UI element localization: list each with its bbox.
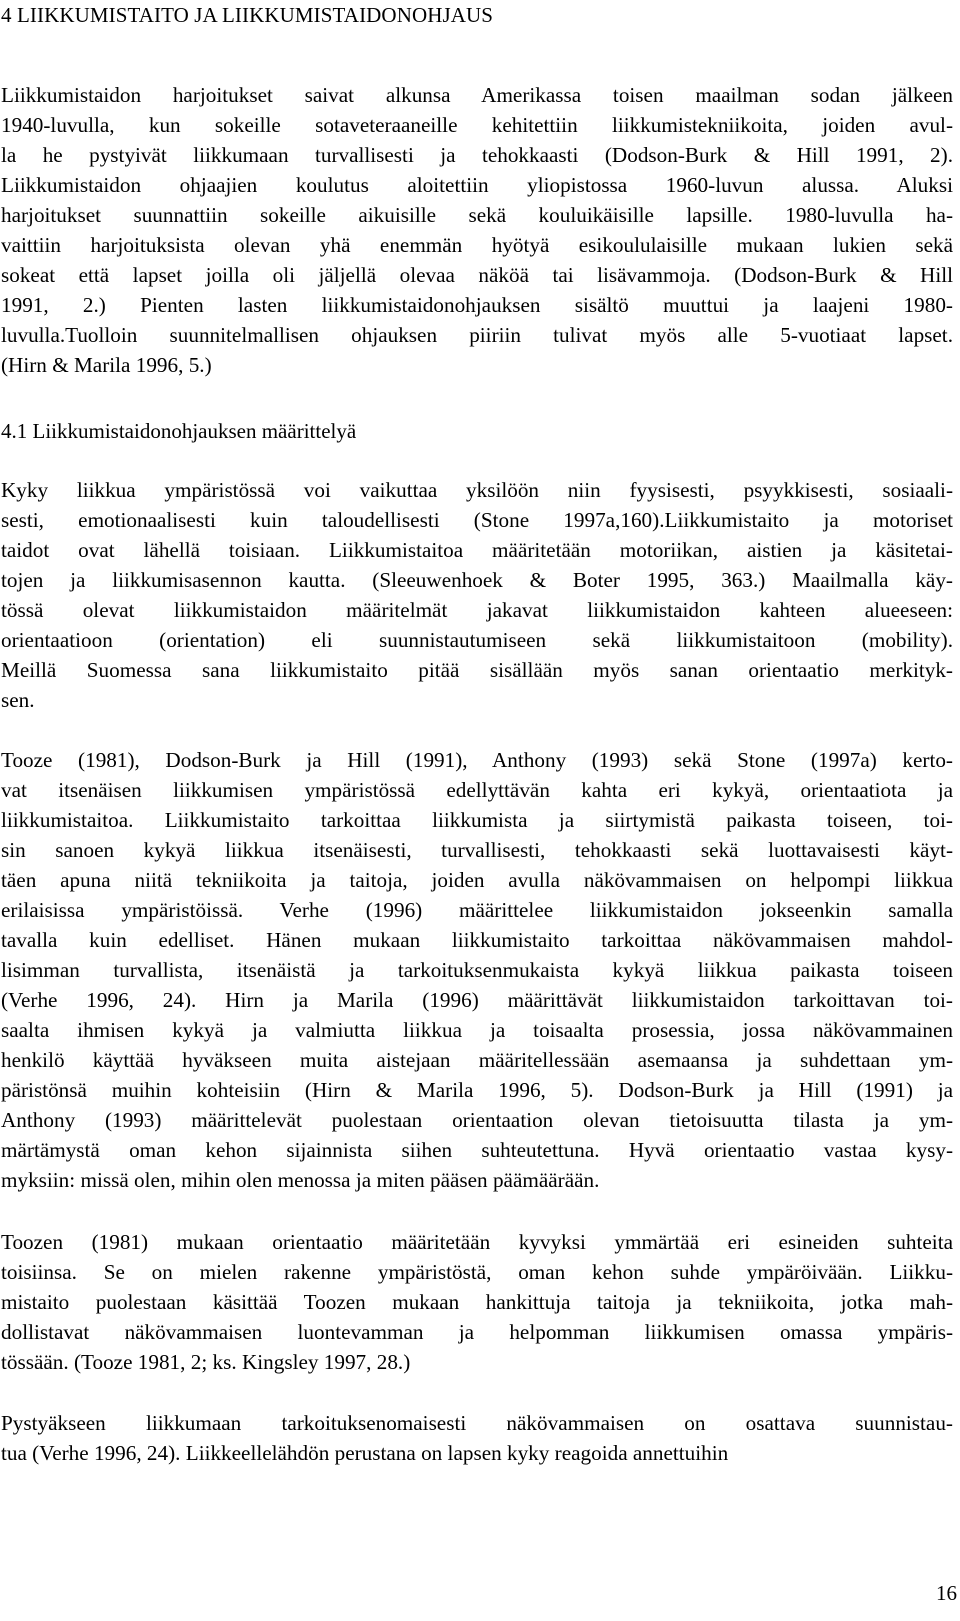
- text-line: märtämystä oman kehon sijainnista siihen suhteutettuna. Hyvä orientaatio vastaa kysy-: [1, 1138, 953, 1162]
- text-line: tojen ja liikkumisasennon kautta. (Sleeuwenhoek & Boter 1995, 363.) Maailmalla käy-: [1, 568, 953, 592]
- text-line: (Verhe 1996, 24). Hirn ja Marila (1996) määrittävät liikkumistaidon tarkoittavan toi-: [1, 988, 953, 1012]
- paragraph-definition: [1, 475, 953, 715]
- text-line: luvulla.Tuolloin suunnitelmallisen ohjauksen piiriin tulivat myös alle 5-vuotiaat lapset.: [1, 323, 953, 347]
- text-line: liikkumistaitoa. Liikkumistaito tarkoittaa liikkumista ja siirtymistä paikasta toiseen, toi-: [1, 808, 953, 832]
- text-line: sokeat että lapset joilla oli jäljellä olevaa näköä tai lisävammoja. (Dodson-Burk & Hill: [1, 263, 953, 287]
- text-line: henkilö käyttää hyväkseen muita aistejaan määritellessään asemaansa ja suhdettaan ym-: [1, 1048, 953, 1072]
- text-line: sen.: [1, 688, 35, 712]
- text-line: tua (Verhe 1996, 24). Liikkeellelähdön perustana on lapsen kyky reagoida annettuihin: [1, 1441, 729, 1465]
- text-line: Pystyäkseen liikkumaan tarkoituksenomaisesti näkövammaisen on osattava suunnistau-: [1, 1411, 953, 1435]
- text-line: tössään. (Tooze 1981, 2; ks. Kingsley 1997, 28.): [1, 1350, 411, 1374]
- section-heading: 4.1 Liikkumistaidonohjauksen määrittelyä: [1, 419, 357, 443]
- text-line: harjoitukset suunnattiin sokeille aikuisille sekä kouluikäisille lapsille. 1980-luvulla ha-: [1, 203, 953, 227]
- text-line: myksiin: missä olen, mihin olen menossa ja miten pääsen päämäärään.: [1, 1168, 600, 1192]
- text-line: dollistavat näkövammaisen luontevamman ja helpomman liikkumisen omassa ympäris-: [1, 1320, 953, 1344]
- text-line: lisimman turvallista, itsenäistä ja tarkoituksenmukaista kykyä liikkua paikasta toiseen: [1, 958, 953, 982]
- text-line: Liikkumistaidon harjoitukset saivat alkunsa Amerikassa toisen maailman sodan jälkeen: [1, 83, 953, 107]
- text-line: vat itsenäisen liikkumisen ympäristössä edellyttävän kahta eri kykyä, orientaatiota ja: [1, 778, 953, 802]
- text-line: Toozen (1981) mukaan orientaatio määritetään kyvyksi ymmärtää eri esineiden suhteita: [1, 1230, 953, 1254]
- text-line: erilaisissa ympäristöissä. Verhe (1996) määrittelee liikkumistaidon jokseenkin samalla: [1, 898, 953, 922]
- text-line: taidot ovat lähellä toisiaan. Liikkumistaitoa määritetään motoriikan, aistien ja käsitetai-: [1, 538, 953, 562]
- text-line: sin sanoen kykyä liikkua itsenäisesti, turvallisesti, tehokkaasti sekä luottavaisesti käyt-: [1, 838, 953, 862]
- text-line: mistaito puolestaan käsittää Toozen mukaan hankittuja taitoja ja tekniikoita, jotka mah-: [1, 1290, 953, 1314]
- paragraph-history: [1, 80, 953, 380]
- text-line: orientaatioon (orientation) eli suunnistautumiseen sekä liikkumistaitoon (mobility).: [1, 628, 953, 652]
- text-line: päristönsä muihin kohteisiin (Hirn & Marila 1996, 5). Dodson-Burk ja Hill (1991) ja: [1, 1078, 953, 1102]
- text-line: Meillä Suomessa sana liikkumistaito pitää sisällään myös sanan orientaatio merkityk-: [1, 658, 953, 682]
- text-line: la he pystyivät liikkumaan turvallisesti ja tehokkaasti (Dodson-Burk & Hill 1991, 2).: [1, 143, 953, 167]
- paragraph-orientation-mobility: [1, 745, 953, 1195]
- text-line: Liikkumistaidon ohjaajien koulutus aloitettiin yliopistossa 1960-luvun alussa. Aluksi: [1, 173, 953, 197]
- text-line: toisiinsa. Se on mielen rakenne ympäristöstä, oman kehon suhde ympäröivään. Liikku-: [1, 1260, 953, 1284]
- text-line: tössä olevat liikkumistaidon määritelmät jakavat liikkumistaidon kahteen alueeseen:: [1, 598, 953, 622]
- text-line: täen apuna niitä tekniikoita ja taitoja, joiden avulla näkövammaisen on helpompi liikkua: [1, 868, 953, 892]
- text-line: Kyky liikkua ympäristössä voi vaikuttaa yksilöön niin fyysisesti, psyykkisesti, sosiaali-: [1, 478, 953, 502]
- text-line: 1991, 2.) Pienten lasten liikkumistaidonohjauksen sisältö muuttui ja laajeni 1980-: [1, 293, 953, 317]
- text-line: tavalla kuin edelliset. Hänen mukaan liikkumistaito tarkoittaa näkövammaisen mahdol-: [1, 928, 953, 952]
- chapter-heading: 4 LIIKKUMISTAITO JA LIIKKUMISTAIDONOHJAUS: [1, 3, 494, 27]
- text-line: saalta ihmisen kykyä ja valmiutta liikkua ja toisaalta prosessia, jossa näkövammainen: [1, 1018, 953, 1042]
- text-line: vaittiin harjoituksista olevan yhä enemmän hyötyä esikoululaisille mukaan lukien sekä: [1, 233, 953, 257]
- paragraph-navigation: [1, 1408, 953, 1468]
- text-line: sesti, emotionaalisesti kuin taloudellisesti (Stone 1997a,160).Liikkumistaito ja motoriset: [1, 508, 953, 532]
- paragraph-tooze: [1, 1227, 953, 1377]
- text-line: (Hirn & Marila 1996, 5.): [1, 353, 212, 377]
- text-line: 1940-luvulla, kun sokeille sotaveteraaneille kehitettiin liikkumistekniikoita, joiden avul-: [1, 113, 953, 137]
- page-number: 16: [936, 1581, 957, 1605]
- text-line: Tooze (1981), Dodson-Burk ja Hill (1991), Anthony (1993) sekä Stone (1997a) kerto-: [1, 748, 953, 772]
- text-line: Anthony (1993) määrittelevät puolestaan orientaation olevan tietoisuutta tilasta ja ym-: [1, 1108, 953, 1132]
